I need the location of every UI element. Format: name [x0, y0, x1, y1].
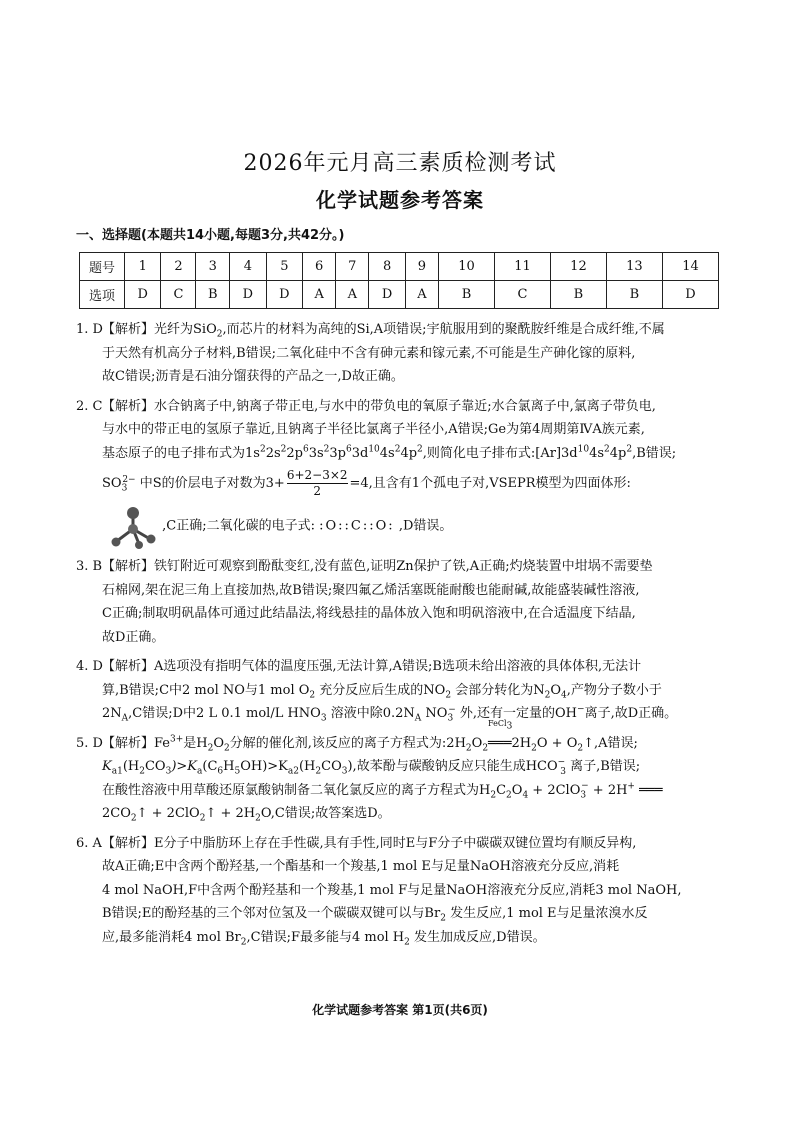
- question-number-cell: 3: [196, 253, 230, 281]
- question-number-cell: 11: [494, 253, 550, 281]
- explanation-line: 基态原子的电子排布式为$1s^22s^22p^63s^23p^63d^{10}4s^24p^2$,则简化电子排布式$:[Ar]3d^{10}4s^24p^2,B$错误;: [102, 444, 677, 461]
- answer-cell: A: [303, 281, 336, 309]
- table-header-cell: 题号: [80, 253, 125, 281]
- explanation-line: 故A正确;E中含两个酚羟基,一个酯基和一个羧基,1 mol E与足量NaOH溶液充分反应,消耗: [102, 859, 620, 874]
- answer-cell: D: [230, 281, 266, 309]
- question-number-cell: 2: [161, 253, 196, 281]
- page-footer: 化学试题参考答案 第1页(共6页): [312, 1003, 488, 1017]
- explanation-q6: [76, 832, 718, 950]
- answer-explanations: [76, 318, 718, 955]
- explanation-line: 算,B错误;C中2 mol NO与1 mol $O_2$ 充分反应后生成的$NO_2$ 会部分转化为$N_2O_4$,产物分子数小于: [102, 682, 662, 701]
- answer-cell: B: [438, 281, 494, 309]
- explanation-line: $2N_A,C$错误;D中2 L 0.1 mol/L $HNO_3$ 溶液中除$0.2N_A$ $NO_3^-$ 外,还有一定量的OH−离子,故D正确。: [102, 704, 678, 724]
- explanation-line: 4 mol NaOH,F中含两个酚羟基和一个羧基,1 mol F与足量NaOH溶液充分反应,消耗3 mol NaOH,: [102, 882, 682, 898]
- answer-table: [79, 252, 719, 309]
- answer-cell: B: [196, 281, 230, 309]
- explanation-line: 应,最多能消耗4 mol $Br_2,C$错误;F最多能与4 mol $H_2$ 发生加成反应,D错误。: [102, 929, 546, 948]
- answer-table-answer-row: [80, 281, 719, 309]
- answer-cell: B: [606, 281, 662, 309]
- fraction: $\frac{6+2-3\times 2}{2}$: [286, 468, 348, 498]
- explanation-line: 【解析】光纤为SiO$_2$,而芯片的材料为高纯的Si,A项错误;宇航服用到的聚酰胺纤维是合成纤维,不属: [102, 322, 665, 340]
- question-number-cell: 9: [405, 253, 438, 281]
- explanation-line: 【解析】E分子中脂肪环上存在手性碳,具有手性,同时E与F分子中碳碳双键位置均有顺反异构,: [102, 835, 637, 851]
- explanation-q3: [76, 555, 718, 649]
- explanation-q2: [76, 395, 718, 550]
- explanation-line: $SO_3^{2-}$ 中S的价层电子对数为3+ $\frac{6+2-3\times 2}{2}$ =4,且含有1个孤电子对,VSEPR模型为四面体形:: [102, 468, 631, 498]
- question-number-cell: 6: [303, 253, 336, 281]
- answer-cell: A: [405, 281, 438, 309]
- answer-table-number-row: [80, 253, 719, 281]
- explanation-q5: [76, 718, 718, 826]
- explanation-line: 故C错误;沥青是石油分馏获得的产品之一,D故正确。: [102, 369, 404, 384]
- explanation-line: C正确;制取明矾晶体可通过此结晶法,将线悬挂的晶体放入饱和明矾溶液中,在合适温度下结晶,: [102, 606, 636, 621]
- question-number-cell: 14: [662, 253, 718, 281]
- answer-cell: D: [266, 281, 302, 309]
- question-number-cell: 4: [230, 253, 266, 281]
- explanation-line: 【解析】A选项没有指明气体的温度压强,无法计算,A错误;B选项未给出溶液的具体体积,无法计: [102, 659, 642, 674]
- table-header-cell: 选项: [80, 281, 125, 309]
- section-heading: 一、选择题(本题共14小题,每题3分,共42分。): [76, 228, 345, 243]
- explanation-line: $K_{a1}(H_2CO_3)>K_a(C_6H_5OH)>K_{a2}(H_2CO_3)$,故苯酚与碳酸钠反应只能生成$HCO^-_3$ 离子,B错误;: [102, 757, 641, 777]
- catalyst-arrow: FeCl$_3$ ═══: [488, 718, 513, 751]
- tetrahedral-molecule-icon: [108, 503, 158, 549]
- question-number: 4. D: [76, 659, 103, 674]
- explanation-line: 于天然有机高分子材料,B错误;二氧化硅中不含有砷元素和镓元素,不可能是生产砷化镓的原料,: [102, 345, 636, 361]
- explanation-line: 故D正确。: [102, 629, 165, 645]
- explanation-q1: [76, 318, 718, 389]
- explanation-line: $2CO_2↑$ + 2ClO$_2$↑ + $2H_2O,C$错误;故答案选D。: [102, 806, 391, 824]
- question-number: 2. C: [76, 398, 103, 414]
- co2-electron-formula: :O::C::O:: [319, 518, 395, 534]
- answer-cell: C: [161, 281, 196, 309]
- question-number-cell: 5: [266, 253, 302, 281]
- explanation-line: 【解析】水合钠离子中,钠离子带正电,与水中的带负电的氧原子靠近;水合氯离子中,氯离子带负电,: [102, 398, 656, 414]
- answer-cell: D: [662, 281, 718, 309]
- explanation-line: 石棉网,架在泥三角上直接加热,故B错误;聚四氟乙烯活塞既能耐酸也能耐碱,故能盛装碱性溶液,: [102, 582, 640, 598]
- explanation-line: B错误;E的酚羟基的三个邻对位氢及一个碳碳双键可以与$Br_2$ 发生反应,1 mol E与足量浓溴水反: [102, 906, 648, 924]
- explanation-line: 【解析】$Fe^{3+}$是$H_2O_2$分解的催化剂,该反应的离子方程式为$:2H_2O_2$ FeCl$_3$ $═══2H_2O$ + $O_2↑,A$错误;: [102, 718, 638, 754]
- explanation-line: 与水中的带正电的氢原子靠近,且钠离子半径比氯离子半径小,A错误;Ge为第4周期第ⅣA族元素,: [102, 422, 645, 437]
- question-number-cell: 10: [438, 253, 494, 281]
- question-number-cell: 1: [125, 253, 161, 281]
- explanation-line: 在酸性溶液中用草酸还原氯酸钠制备二氧化氯反应的离子方程式为$H_2C_2O_4 + 2ClO_3^- + 2H^+$ ═══: [102, 781, 663, 801]
- question-number-cell: 13: [606, 253, 662, 281]
- explanation-q4: [76, 655, 718, 726]
- question-number: 5. D: [76, 735, 103, 751]
- question-number: 1. D: [76, 322, 103, 337]
- exam-title: 2026年元月高三素质检测考试: [243, 151, 557, 176]
- answer-cell: A: [336, 281, 369, 309]
- explanation-line: 【解析】铁钉附近可观察到酚酞变红,没有蓝色,证明Zn保护了铁,A正确;灼烧装置中坩埚不需要垫: [102, 559, 653, 574]
- answer-cell: D: [125, 281, 161, 309]
- explanation-line: ,C正确;二氧化碳的电子式: :O::C::O: ,D错误。: [102, 503, 718, 549]
- question-number-cell: 12: [550, 253, 606, 281]
- subject-title: 化学试题参考答案: [316, 188, 484, 212]
- answer-cell: B: [550, 281, 606, 309]
- question-number-cell: 7: [336, 253, 369, 281]
- answer-cell: C: [494, 281, 550, 309]
- question-number: 6. A: [76, 835, 102, 851]
- question-number-cell: 8: [369, 253, 405, 281]
- answer-cell: D: [369, 281, 405, 309]
- question-number: 3. B: [76, 559, 103, 574]
